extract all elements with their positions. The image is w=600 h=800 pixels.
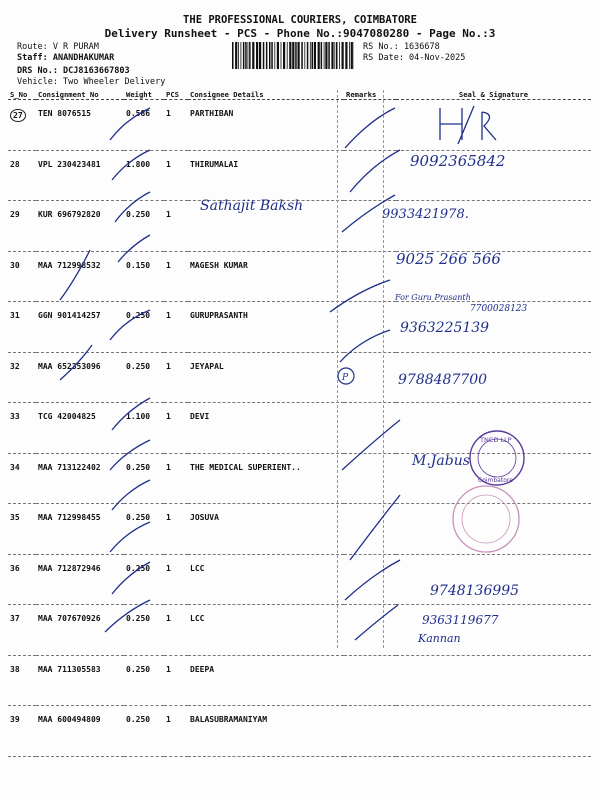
row-consignee: JEYAPAL: [188, 352, 344, 403]
barcode-bar: [292, 42, 294, 69]
barcode-bar: [241, 42, 242, 69]
row-weight: 0.250: [124, 201, 164, 252]
barcode-bar: [235, 42, 237, 69]
row-weight: 1.100: [124, 403, 164, 454]
row-weight: 0.250: [124, 453, 164, 504]
route-label: Route: V R PURAM: [17, 42, 99, 52]
table-row: [8, 403, 591, 454]
stamp-text-bottom: Coimbatore: [478, 477, 513, 484]
row-consignee: DEEPA: [188, 655, 344, 706]
row-weight: 0.250: [124, 706, 164, 757]
row-remarks: [344, 403, 396, 454]
barcode: [232, 42, 354, 69]
row-consignment-no: MAA 713122402: [36, 453, 124, 504]
col-consignee: Consignee Details: [188, 90, 344, 100]
barcode-bar: [274, 42, 275, 69]
row-consignment-no: MAA 707670926: [36, 605, 124, 656]
row-consignee: MAGESH KUMAR: [188, 251, 344, 302]
barcode-bar: [263, 42, 265, 69]
staff-line: [17, 53, 114, 63]
col-seal-signature: Seal & Signature: [396, 90, 591, 100]
row-seal-signature: [396, 655, 591, 706]
row-consignment-no: MAA 712998455: [36, 504, 124, 555]
barcode-bar: [331, 42, 333, 69]
barcode-bar: [243, 42, 245, 69]
staff-label: Staff:: [17, 53, 53, 63]
barcode-bar: [325, 42, 327, 69]
row-remarks: [344, 352, 396, 403]
col-remarks: Remarks: [344, 90, 396, 100]
barcode-bar: [277, 42, 279, 69]
barcode-bar: [269, 42, 271, 69]
barcode-bar: [310, 42, 311, 69]
barcode-bar: [339, 42, 340, 69]
row-pcs: 1: [164, 150, 188, 201]
row-consignment-no: MAA 600494809: [36, 706, 124, 757]
staff-name: ANANDHAKUMAR: [52, 53, 115, 63]
row-consignment-no: TEN 8076515: [36, 100, 124, 151]
barcode-bar: [245, 42, 247, 69]
row-pcs: 1: [164, 302, 188, 353]
row-consignee: DEVI: [188, 403, 344, 454]
row-weight: 0.150: [124, 251, 164, 302]
row-pcs: 1: [164, 554, 188, 605]
row-remarks: [344, 504, 396, 555]
row-seal-signature: [396, 251, 591, 302]
barcode-bar: [249, 42, 251, 69]
row-seal-signature: [396, 706, 591, 757]
row-seal-signature: [396, 150, 591, 201]
col-sno: S_No: [8, 90, 36, 100]
table-row: [8, 655, 591, 706]
barcode-bar: [349, 42, 350, 69]
row-remarks: [344, 201, 396, 252]
row-pcs: 1: [164, 504, 188, 555]
barcode-bar: [351, 42, 353, 69]
table-row: [8, 251, 591, 302]
table-row: [8, 100, 591, 151]
hw-row29-phone: 9933421978.: [382, 207, 469, 222]
table-row: [8, 706, 591, 757]
row-seal-signature: [396, 352, 591, 403]
vehicle-label: Vehicle: Two Wheeler Delivery: [17, 77, 166, 87]
barcode-bar: [256, 42, 258, 69]
table-body: [8, 100, 591, 757]
row-sno: 39: [8, 706, 36, 757]
row-weight: 0.250: [124, 302, 164, 353]
barcode-bar: [307, 42, 309, 69]
row-weight: 1.800: [124, 150, 164, 201]
barcode-bar: [283, 42, 285, 69]
barcode-bar: [248, 42, 249, 69]
table-row: [8, 605, 591, 656]
row-pcs: 1: [164, 605, 188, 656]
barcode-bar: [281, 42, 282, 69]
row-pcs: 1: [164, 251, 188, 302]
table-row: [8, 150, 591, 201]
table-row: [8, 302, 591, 353]
row-consignee: THIRUMALAI: [188, 150, 344, 201]
row-sno: 28: [8, 150, 36, 201]
remarks-divider: [337, 90, 338, 648]
row-sno: 30: [8, 251, 36, 302]
row-remarks: [344, 605, 396, 656]
row-sno: 38: [8, 655, 36, 706]
barcode-bar: [324, 42, 325, 69]
row-remarks: [344, 453, 396, 504]
barcode-bar: [287, 42, 288, 69]
barcode-bar: [312, 42, 314, 69]
barcode-bar: [266, 42, 268, 69]
table-row: [8, 554, 591, 605]
row-consignee: PARTHIBAN: [188, 100, 344, 151]
hw-row29-name: Sathajit Baksh: [200, 198, 304, 214]
stamp-text-top: TNCD LLP: [480, 436, 512, 444]
col-weight: Weight: [124, 90, 164, 100]
row-consignee: JOSUVA: [188, 504, 344, 555]
row-consignment-no: MAA 712998532: [36, 251, 124, 302]
barcode-bar: [232, 42, 234, 69]
row-seal-signature: [396, 302, 591, 353]
row-sno: 29: [8, 201, 36, 252]
row-consignment-no: TCG 42004825: [36, 403, 124, 454]
row-consignment-no: VPL 230423481: [36, 150, 124, 201]
barcode-bar: [336, 42, 338, 69]
row-remarks: [344, 150, 396, 201]
row-consignment-no: MAA 712872946: [36, 554, 124, 605]
row-consignment-no: KUR 696792820: [36, 201, 124, 252]
row-pcs: 1: [164, 655, 188, 706]
row-seal-signature: [396, 605, 591, 656]
company-title: THE PROFESSIONAL COURIERS, COIMBATORE: [183, 14, 417, 26]
row-consignee: [188, 201, 344, 252]
hw-row39-phone: 9363119677: [422, 613, 499, 627]
row-pcs: 1: [164, 706, 188, 757]
hw-row35-name: M.Jabus: [412, 453, 470, 469]
barcode-bar: [259, 42, 261, 69]
row-seal-signature: [396, 504, 591, 555]
hw-row31-note: For Guru Prasanth: [395, 293, 471, 302]
row-seal-signature: [396, 403, 591, 454]
row-sno: 36: [8, 554, 36, 605]
barcode-bar: [314, 42, 316, 69]
row-consignment-no: MAA 711305583: [36, 655, 124, 706]
row-sno: 35: [8, 504, 36, 555]
seal-divider: [383, 90, 384, 648]
col-pcs: PCS: [164, 90, 188, 100]
row-weight: 0.250: [124, 655, 164, 706]
row-seal-signature: [396, 100, 591, 151]
row-weight: 0.250: [124, 504, 164, 555]
row-sno: 33: [8, 403, 36, 454]
row-weight: 0.250: [124, 352, 164, 403]
row-remarks: [344, 251, 396, 302]
row-consignment-no: MAA 652353096: [36, 352, 124, 403]
hw-row33-circle-letter: P: [342, 373, 349, 383]
barcode-bar: [295, 42, 297, 69]
row-consignee: BALASUBRAMANIYAM: [188, 706, 344, 757]
row-remarks: [344, 100, 396, 151]
barcode-bar: [271, 42, 273, 69]
row-sno: 37: [8, 605, 36, 656]
barcode-bar: [342, 42, 344, 69]
hw-row28-phone: 9092365842: [410, 152, 506, 170]
barcode-bar: [238, 42, 239, 69]
rs-number: RS No.: 1636678: [363, 42, 440, 52]
row-consignment-no: GGN 901414257: [36, 302, 124, 353]
row-sno: 32: [8, 352, 36, 403]
row-pcs: 1: [164, 352, 188, 403]
barcode-bar: [298, 42, 300, 69]
row-remarks: [344, 706, 396, 757]
row-remarks: [344, 302, 396, 353]
row-sno: 34: [8, 453, 36, 504]
hw-row31-phone: 7700028123: [470, 304, 528, 314]
row-pcs: 1: [164, 403, 188, 454]
row-consignee: THE MEDICAL SUPERIENT..: [188, 453, 344, 504]
barcode-bar: [328, 42, 330, 69]
table-row: [8, 504, 591, 555]
barcode-bar: [334, 42, 335, 69]
rs-date: RS Date: 04-Nov-2025: [363, 53, 466, 63]
hw-row38-phone: 9748136995: [430, 583, 520, 599]
runsheet-subtitle: Delivery Runsheet - PCS - Phone No.:9047080280 - Page No.:3: [104, 27, 496, 40]
hw-row33-phone: 9788487700: [398, 372, 488, 388]
barcode-bar: [345, 42, 347, 69]
row-weight: 0.250: [124, 605, 164, 656]
barcode-bar: [252, 42, 254, 69]
runsheet-table: [8, 90, 591, 757]
row-pcs: 1: [164, 201, 188, 252]
hw-row39-name: Kannan: [418, 632, 461, 645]
row-seal-signature: [396, 453, 591, 504]
barcode-bar: [304, 42, 305, 69]
row-seal-signature: [396, 201, 591, 252]
drs-number: DRS No.: DCJ8163667803: [17, 66, 130, 76]
row-remarks: [344, 655, 396, 706]
row-weight: 0.586: [124, 100, 164, 151]
barcode-bar: [318, 42, 320, 69]
row-consignee: LCC: [188, 554, 344, 605]
row-pcs: 1: [164, 453, 188, 504]
row-sno: [8, 100, 36, 151]
col-consignment: Consignment No: [36, 90, 124, 100]
table-row: [8, 453, 591, 504]
barcode-bar: [301, 42, 303, 69]
hw-row30-phone: 9025 266 566: [396, 250, 501, 268]
row-consignee: LCC: [188, 605, 344, 656]
barcode-bar: [321, 42, 323, 69]
row-pcs: 1: [164, 100, 188, 151]
barcode-bar: [289, 42, 291, 69]
hw-row32-phone: 9363225139: [400, 320, 490, 336]
table-row: [8, 201, 591, 252]
row-sno-circled: 27: [10, 109, 26, 122]
row-sno: 31: [8, 302, 36, 353]
row-consignee: GURUPRASANTH: [188, 302, 344, 353]
row-remarks: [344, 554, 396, 605]
row-weight: 0.250: [124, 554, 164, 605]
row-seal-signature: [396, 554, 591, 605]
table-header-row: [8, 90, 591, 100]
table-row: [8, 352, 591, 403]
